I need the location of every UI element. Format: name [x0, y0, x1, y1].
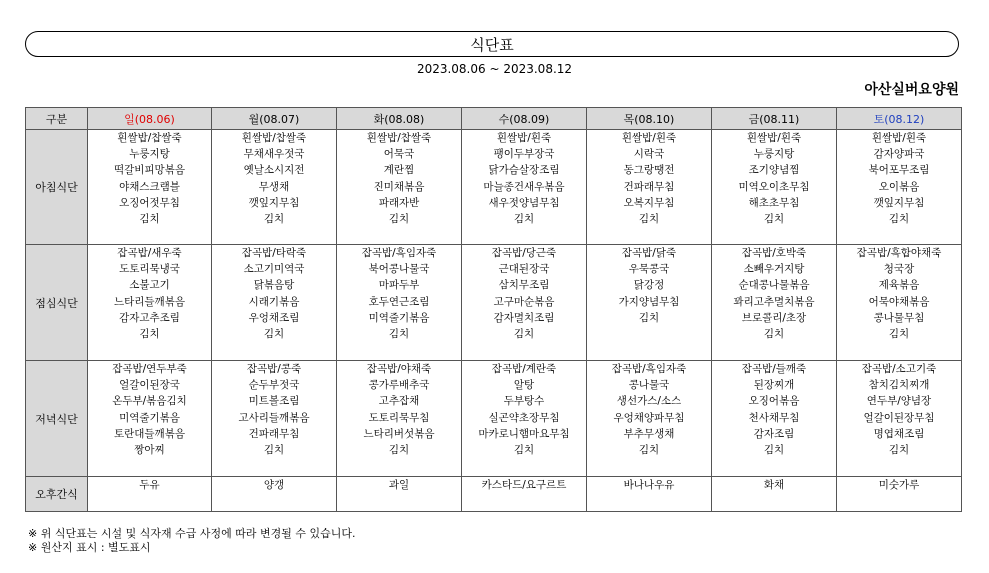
menu-item: 시락국: [633, 148, 665, 161]
day-header: 월(08.07): [212, 108, 337, 130]
menu-item: 순두부젓국: [248, 379, 300, 392]
day-header: 수(08.09): [462, 108, 587, 130]
menu-item: 콩가루배추국: [368, 379, 430, 392]
menu-item: 파래자반: [378, 196, 420, 209]
menu-item: 김치: [263, 444, 285, 457]
menu-item: 닭볶음탕: [253, 279, 295, 292]
notes: [28, 527, 355, 555]
menu-item: 흰쌀밥/찹쌀죽: [366, 132, 432, 144]
note-origin: ※ 원산지 표시 : 별도표시: [28, 541, 151, 554]
menu-item: 카스타드/요구르트: [481, 479, 567, 491]
menu-item: 야채스크램블: [119, 180, 180, 193]
menu-item: 연두부/양념장: [866, 395, 932, 408]
meal-table: [25, 107, 962, 512]
menu-item: 우묵콩국: [628, 263, 670, 276]
menu-item: 마파두부: [378, 279, 420, 292]
menu-item: 김치: [763, 213, 785, 226]
menu-item: 미숫가루: [878, 479, 920, 491]
menu-item: 옛날소시지전: [243, 164, 305, 177]
menu-item: 잡곡밥/계란죽: [491, 363, 557, 375]
menu-cell: [462, 245, 587, 361]
menu-item: 미역줄기볶음: [368, 311, 430, 324]
menu-item: 감자조림: [753, 427, 795, 440]
meal-label: 아침식단: [26, 130, 88, 245]
menu-item: 고구마순볶음: [493, 295, 555, 308]
menu-cell: [712, 477, 837, 512]
menu-item: 과일: [388, 479, 410, 491]
menu-item: 김치: [638, 213, 660, 226]
menu-cell: [712, 130, 837, 245]
menu-item: 감자멸치조림: [493, 311, 555, 324]
menu-item: 떡갈비피망볶음: [113, 164, 185, 177]
menu-item: 김치: [763, 328, 785, 341]
menu-item: 잡곡밥/흑합야채죽: [856, 247, 942, 259]
menu-item: 건파래무침: [623, 180, 675, 193]
menu-item: 누룽지탕: [129, 148, 170, 161]
menu-cell: [587, 361, 712, 477]
menu-item: 흰쌀밥/흰죽: [871, 132, 927, 144]
menu-item: 참치김치찌개: [868, 379, 930, 392]
menu-item: 어묵야채볶음: [868, 295, 930, 308]
menu-item: 짱아찌: [134, 444, 165, 457]
day-header: 토(08.12): [837, 108, 962, 130]
menu-item: 흰쌀밥/흰죽: [621, 132, 677, 144]
menu-item: 두부탕수: [503, 395, 545, 408]
menu-item: 무생채: [258, 180, 290, 193]
meal-row-morning: [26, 130, 962, 245]
menu-item: 콩나물무침: [873, 311, 925, 324]
menu-item: 꽈리고추멸치볶음: [733, 295, 815, 308]
menu-cell: [587, 477, 712, 512]
menu-item: 얼갈이된장국: [119, 379, 180, 392]
menu-item: 소고기미역국: [243, 263, 305, 276]
menu-item: 흰쌀밥/찹쌀죽: [241, 132, 307, 144]
day-header: 금(08.11): [712, 108, 837, 130]
menu-item: 된장찌개: [753, 379, 795, 392]
menu-item: 김치: [513, 328, 535, 341]
menu-item: 무채새우젓국: [243, 148, 305, 161]
menu-item: 가지양념무침: [618, 295, 680, 308]
menu-cell: [88, 361, 212, 477]
menu-item: 누룽지탕: [753, 148, 795, 161]
menu-cell: [587, 245, 712, 361]
meal-label: 점심식단: [26, 245, 88, 361]
menu-item: 김치: [388, 444, 410, 457]
menu-period: 2023.08.06 ~ 2023.08.12: [416, 62, 573, 76]
menu-item: 흰쌀밥/흰죽: [746, 132, 802, 144]
menu-item: 새우젓양념무침: [488, 196, 560, 209]
menu-item: 북어콩나물국: [368, 263, 430, 276]
menu-item: 삼치무조림: [498, 279, 550, 292]
menu-item: 도토리묵냉국: [119, 263, 180, 276]
menu-item: 브로콜리/초장: [741, 311, 807, 324]
menu-item: 우엉채양파무침: [613, 411, 685, 424]
menu-item: 고사리들깨볶음: [238, 411, 310, 424]
menu-item: 김치: [513, 444, 535, 457]
menu-item: 양갱: [263, 479, 285, 491]
meal-row-lunch: [26, 245, 962, 361]
menu-item: 김치: [388, 213, 410, 226]
menu-item: 김치: [139, 328, 160, 341]
menu-cell: [337, 477, 462, 512]
title-box: [25, 31, 959, 57]
menu-cell: [837, 477, 962, 512]
meal-row-dinner: [26, 361, 962, 477]
menu-item: 감자고추조림: [119, 311, 180, 324]
menu-item: 호두연근조림: [368, 295, 430, 308]
menu-item: 김치: [638, 311, 660, 324]
menu-cell: [337, 130, 462, 245]
menu-cell: [212, 130, 337, 245]
menu-item: 실곤약초장무침: [488, 411, 560, 424]
menu-item: 흰쌀밥/흰죽: [496, 132, 552, 144]
menu-item: 생선가스/소스: [616, 395, 682, 408]
menu-item: 김치: [263, 328, 285, 341]
menu-item: 잡곡밥/야채죽: [366, 363, 432, 375]
menu-item: 오징어젓무침: [119, 196, 180, 209]
menu-item: 잡곡밥/흑임자죽: [611, 363, 687, 375]
menu-item: 느타리버섯볶음: [363, 427, 435, 440]
menu-item: 김치: [763, 444, 785, 457]
menu-item: 김치: [888, 213, 910, 226]
menu-item: 잡곡밥/당근죽: [491, 247, 557, 259]
menu-item: 토란대들깨볶음: [113, 427, 185, 440]
menu-item: 마늘종건새우볶음: [483, 180, 565, 193]
menu-item: 천사채무침: [748, 411, 800, 424]
menu-item: 온두부/볶음김치: [112, 395, 187, 408]
meal-body: [26, 130, 962, 512]
menu-item: 잡곡밥/연두부죽: [112, 363, 187, 375]
meal-row-snack: [26, 477, 962, 512]
menu-item: 잡곡밥/흑임자죽: [361, 247, 437, 259]
menu-item: 잡곡밥/소고기죽: [861, 363, 937, 375]
menu-item: 잡곡밥/콩죽: [246, 363, 302, 375]
corner-header: 구분: [26, 108, 88, 130]
menu-item: 두유: [139, 479, 160, 491]
menu-cell: [88, 477, 212, 512]
menu-item: 닭강정: [633, 279, 665, 292]
menu-cell: [837, 361, 962, 477]
menu-item: 미역줄기볶음: [119, 411, 180, 424]
menu-item: 건파래무침: [248, 427, 300, 440]
menu-item: 콩나물국: [628, 379, 670, 392]
menu-item: 화채: [763, 479, 785, 491]
menu-cell: [587, 130, 712, 245]
menu-item: 흰쌀밥/찹쌀죽: [117, 132, 182, 144]
facility-name: 아산실버요양원: [864, 82, 959, 98]
menu-item: 명엽채조림: [873, 427, 925, 440]
menu-item: 조기양념찜: [748, 164, 800, 177]
menu-item: 깻잎지무침: [873, 196, 925, 209]
menu-cell: [337, 245, 462, 361]
menu-cell: [88, 130, 212, 245]
menu-cell: [212, 361, 337, 477]
menu-item: 닭가슴살장조림: [488, 164, 560, 177]
menu-item: 얼갈이된장무침: [863, 411, 935, 424]
day-header: 목(08.10): [587, 108, 712, 130]
menu-item: 계란찜: [383, 164, 415, 177]
menu-item: 시래기볶음: [248, 295, 300, 308]
menu-cell: [88, 245, 212, 361]
menu-item: 알탕: [513, 379, 535, 392]
menu-item: 부추무생채: [623, 427, 675, 440]
menu-item: 근대된장국: [498, 263, 550, 276]
menu-item: 김치: [263, 213, 285, 226]
menu-cell: [462, 130, 587, 245]
menu-item: 우엉채조림: [248, 311, 300, 324]
menu-item: 김치: [888, 328, 910, 341]
menu-item: 팽이두부장국: [493, 148, 555, 161]
menu-item: 마카로니햄마요무침: [478, 427, 570, 440]
menu-cell: [712, 361, 837, 477]
menu-item: 소빼우거지탕: [743, 263, 805, 276]
menu-cell: [462, 361, 587, 477]
menu-item: 김치: [388, 328, 410, 341]
menu-cell: [462, 477, 587, 512]
menu-item: 순대콩나물볶음: [738, 279, 810, 292]
menu-cell: [337, 361, 462, 477]
menu-item: 진미채볶음: [373, 180, 425, 193]
menu-item: 어묵국: [383, 148, 415, 161]
menu-item: 청국장: [883, 263, 915, 276]
menu-item: 오복지무침: [623, 196, 675, 209]
menu-item: 잡곡밥/닭죽: [621, 247, 677, 259]
menu-item: 미역오이초무침: [738, 180, 810, 193]
menu-cell: [212, 477, 337, 512]
menu-item: 미트볼조림: [248, 395, 300, 408]
menu-cell: [837, 245, 962, 361]
menu-cell: [712, 245, 837, 361]
menu-item: 해초초무침: [748, 196, 800, 209]
menu-item: 감자양파국: [873, 148, 925, 161]
menu-item: 잡곡밥/호박죽: [741, 247, 807, 259]
menu-item: 김치: [139, 213, 160, 226]
menu-item: 북어포무조림: [868, 164, 930, 177]
menu-item: 소불고기: [129, 279, 170, 292]
menu-cell: [212, 245, 337, 361]
menu-item: 오징어볶음: [748, 395, 800, 408]
menu-item: 제육볶음: [878, 279, 920, 292]
menu-item: 잡곡밥/들깨죽: [741, 363, 807, 375]
menu-item: 깻잎지무침: [248, 196, 300, 209]
menu-item: 김치: [638, 444, 660, 457]
meal-label: 오후간식: [26, 477, 88, 512]
day-header: 일(08.06): [88, 108, 212, 130]
header-row: [26, 108, 962, 130]
menu-item: 고추잡채: [378, 395, 420, 408]
menu-item: 바나나우유: [623, 479, 675, 491]
menu-item: 김치: [513, 213, 535, 226]
menu-item: 도토리묵무침: [368, 411, 430, 424]
day-header: 화(08.08): [337, 108, 462, 130]
note-change: ※ 위 식단표는 시설 및 식자재 수급 사정에 따라 변경될 수 있습니다.: [28, 527, 356, 540]
menu-item: 동그랑땡전: [623, 164, 675, 177]
menu-item: 오이볶음: [878, 180, 920, 193]
menu-item: 느타리들깨볶음: [113, 295, 185, 308]
meal-label: 저녁식단: [26, 361, 88, 477]
menu-item: 잡곡밥/타락죽: [241, 247, 307, 259]
menu-cell: [837, 130, 962, 245]
menu-item: 김치: [888, 444, 910, 457]
page-title: 식단표: [470, 35, 514, 54]
menu-item: 잡곡밥/새우죽: [117, 247, 182, 259]
